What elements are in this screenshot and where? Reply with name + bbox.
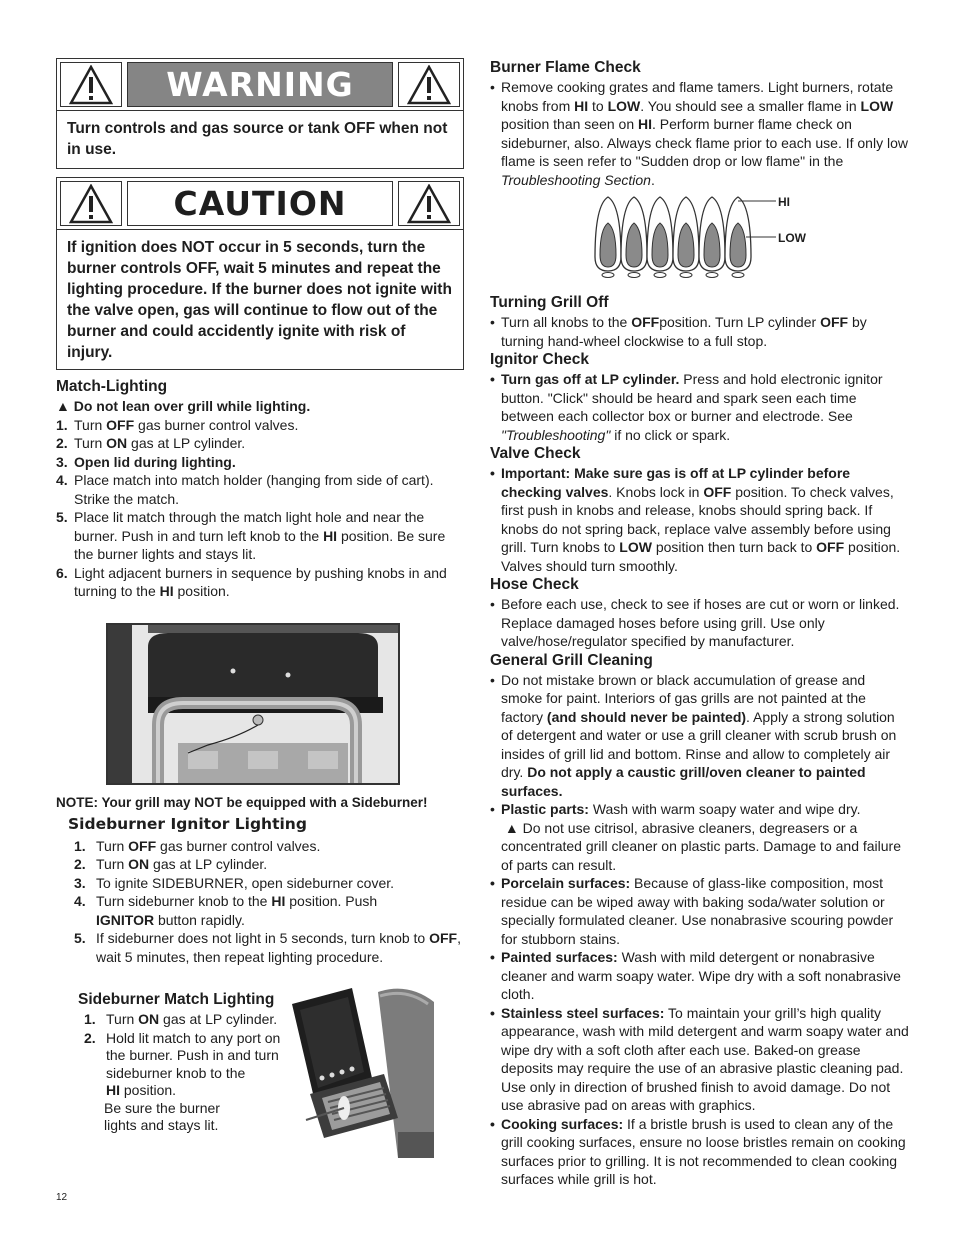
list-item: • Plastic parts: Wash with warm soapy water and wipe dry. ▲ Do not use citrisol, abrasive cleaners, degreasers or a concentrated grill cleaner on plastic parts. Damage to and failure of parts can result. [490,801,901,873]
list-item: • Cooking surfaces: If a bristle brush is used to clean any of the grill cooking surfaces, ensure no loose bristles remain on cooking surfaces prior to grilling. It is not recommended to clean cooking surfaces while grill is hot. [490,1115,906,1187]
warning-banner [57,59,463,111]
caution-triangle-icon [60,181,122,226]
sideburner-match-heading: Sideburner Match Lighting [78,991,275,1008]
list-item: • Turn all knobs to the OFFposition. Turn LP cylinder OFF by turning hand-wheel clockwise to a full stop. [490,314,867,349]
caution-box [56,177,464,370]
grill-photo [106,623,400,785]
flame-icon [595,197,621,278]
list-item: • Stainless steel surfaces: To maintain your grill’s high quality appearance, wash with mild detergent and warm soapy water and wipe dry with a soft cloth after each use. Baked-on grease deposits may require the use of an abrasive plastic cleaning pad. Use only in direction of brushed finish to avoid damage. Do not use abrasive pad on areas with graphics. [490,1004,909,1113]
list-item: 2. Turn ON gas at LP cylinder. [56,435,246,451]
list-item: 1. Turn ON gas at LP cylinder. [84,1011,278,1027]
valve-check-heading: Valve Check [490,445,581,462]
list-item: 1. Turn OFF gas burner control valves. [56,416,299,433]
flame-icon [647,197,673,278]
list-item: 4. Place match into match holder (hanging from side of cart). Strike the match. [56,472,434,507]
list-item: • Porcelain surfaces: Because of glass-like composition, most residue can be wiped away with baking soda/water solution or specially formulated cleaner. Use nonabrasive scouring powder for stubborn stains. [490,875,894,947]
list-item: 2. Turn ON gas at LP cylinder. [74,856,268,872]
ignitor-check-heading: Ignitor Check [490,351,590,368]
warning-box [56,58,464,169]
list-item: • Painted surfaces: Wash with mild detergent or nonabrasive cleaner and warm soapy water. Wipe dry with a soft nonabrasive cloth. [490,949,901,1002]
list-item-continued: the burner. Push in and turn sideburner knob to the HI position. [106,1047,279,1098]
warning-text: Turn controls and gas source or tank OFF when not in use. [67,120,448,158]
warning-triangle-icon: ▲ [501,819,519,836]
list-item: • Turn gas off at LP cylinder. Press and hold electronic ignitor button. "Click" should be heard and spark seen each time between each collector box or burner and electrode. See "Troubleshooting" if no click or spark. [490,371,883,443]
sideburner-ignitor-heading: Sideburner Ignitor Lighting [68,814,307,833]
hose-check-heading: Hose Check [490,576,579,593]
sideburner-ignitor-list [74,837,466,967]
list-item: • Do not mistake brown or black accumulation of grease and smoke for paint. Interiors of gas grills are not painted at the factory (and should never be painted). Apply a strong solution of detergent and water or use a grill cleaner with scrub brush on insides of grill lid and bottom. Rinse and allow to completely air dry. Do not apply a caustic grill/oven cleaner to painted surfaces. [490,671,897,799]
caution-triangle-icon [398,181,460,226]
flame-icon [621,197,647,278]
sideburner-note: NOTE: Your grill may NOT be equipped with a Sideburner! [56,794,428,810]
flame-icon [673,197,699,278]
warning-triangle-icon [398,62,460,107]
match-lighting-section [56,377,466,601]
list-item: • Before each use, check to see if hoses are cut or worn or linked. Replace damaged hoses before using grill. Use only valve/hose/regulator specified by manufacturer. [490,596,900,649]
match-lighting-heading: Match-Lighting [56,378,168,395]
list-item-continued: Be sure the burner lights and stays lit. [104,1099,220,1133]
flame-label-hi: HI [778,195,790,209]
list-item: 2. Hold lit match to any port on [84,1029,281,1046]
caution-banner [57,178,463,230]
caution-text: If ignition does NOT occur in 5 seconds, turn the burner controls OFF, wait 5 minutes and repeat the lighting procedure. If the burner does not ignite with the valve open, gas will continue to flow out of the burner and could accidently ignite with risk of injury. [67,239,452,361]
flame-diagram [592,195,832,281]
cleaning-heading: General Grill Cleaning [490,651,653,669]
sideburner-photo [288,982,434,1158]
list-item: 3. To ignite SIDEBURNER, open sideburner cover. [74,874,395,891]
warning-triangle-icon: ▲ [56,398,70,414]
sideburner-match-section [56,990,466,1160]
list-item: 3. Open lid during lighting. [56,453,236,470]
lean-warning: ▲ Do not lean over grill while lighting. [56,398,311,414]
list-item: 5. Place lit match through the match light hole and near the burner. Push in and turn left knob to the HI position. Be sure the burner lights and stays lit. [56,509,446,562]
warning-title: WARNING [127,62,393,107]
sideburner-match-list [84,1010,294,1135]
left-column [56,58,466,1160]
warning-triangle-icon [60,62,122,107]
caution-title: CAUTION [127,181,393,226]
right-column [490,58,910,1189]
burner-flame-heading: Burner Flame Check [490,59,641,76]
list-item: 4. Turn sideburner knob to the HI position. Push IGNITOR button rapidly. [74,893,378,928]
list-item: 1. Turn OFF gas burner control valves. [74,837,321,854]
page-number: 12 [56,1192,68,1203]
flame-label-low: LOW [778,231,806,245]
list-item: 6. Light adjacent burners in sequence by pushing knobs in and turning to the HI position. [56,564,447,599]
flame-icon [699,197,725,278]
list-item: 5. If sideburner does not light in 5 seconds, turn knob to OFF, wait 5 minutes, then repeat lighting procedure. [74,930,461,965]
list-item: • Remove cooking grates and flame tamers. Light burners, rotate knobs from HI to LOW. You should see a smaller flame in LOW position than seen on HI. Perform burner flame check on sideburner, also. Always check flame prior to each use. If only low flame is seen refer to "Sudden drop or low flame" in the Troubleshooting Section. [490,79,908,188]
turning-off-heading: Turning Grill Off [490,294,609,311]
list-item: • Important: Make sure gas is off at LP cylinder before checking valves. Knobs lock in OFF position. To check valves, first push in knobs and release, knobs should spring back. If knobs do not spring back, replace valve assembly before using grill. Turn knobs to LOW position then turn back to OFF position. Valves should turn smoothly. [490,465,901,574]
